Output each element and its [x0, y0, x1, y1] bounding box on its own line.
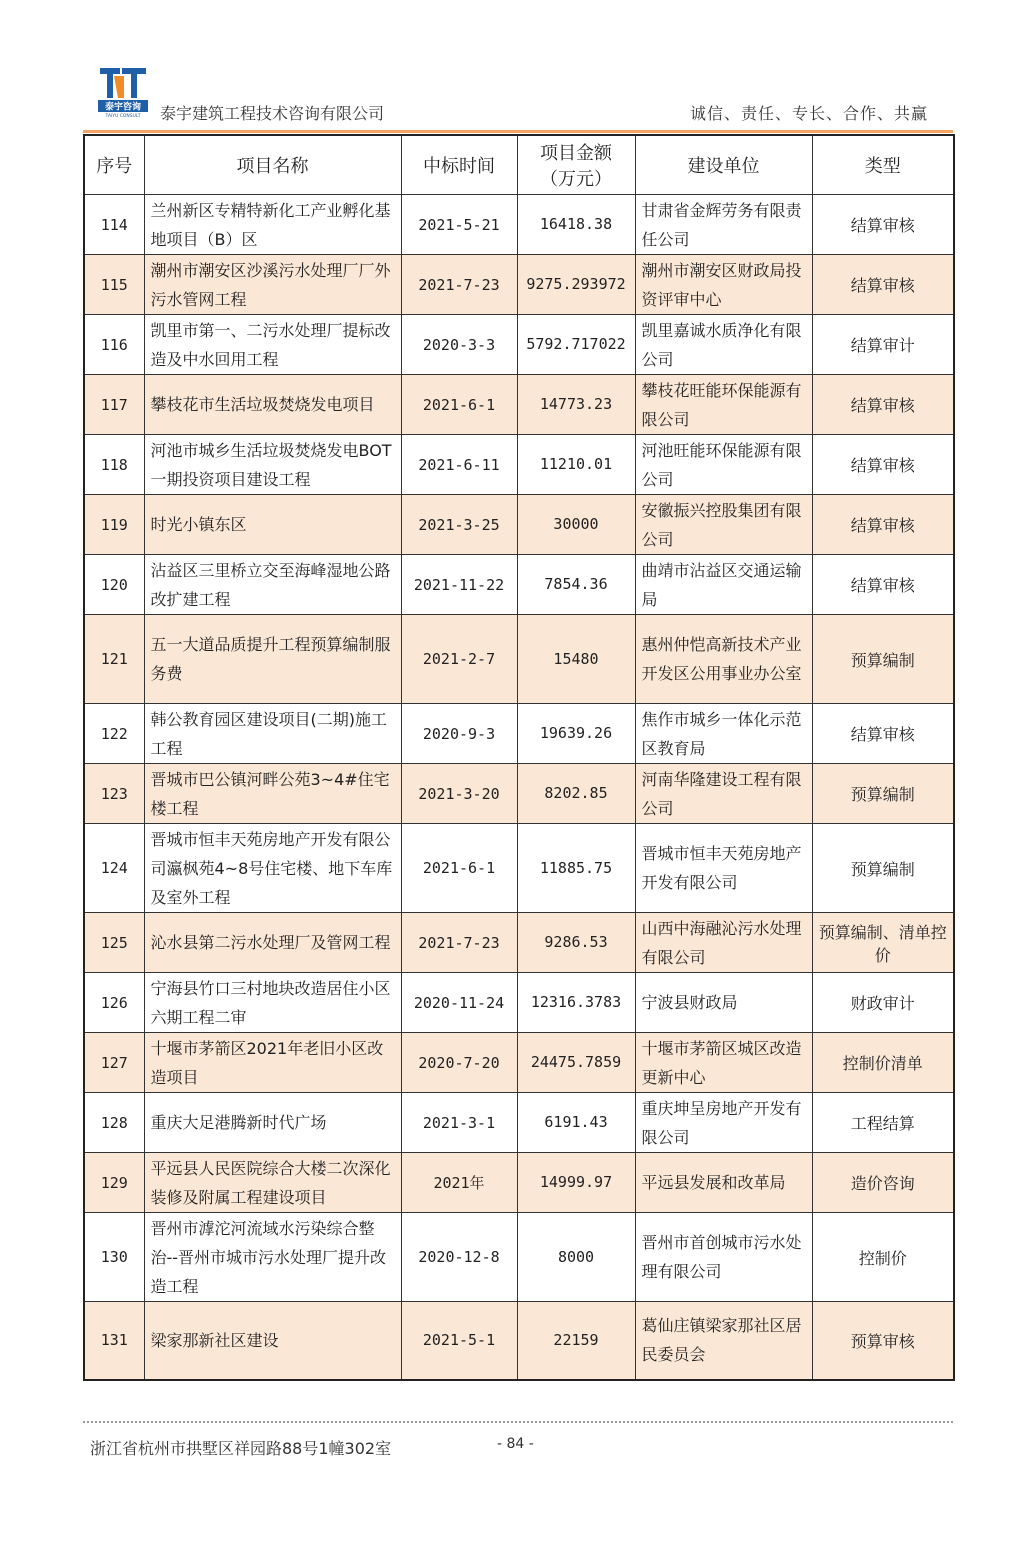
cell-owner: 凯里嘉诚水质净化有限公司 [635, 315, 812, 375]
cell-owner: 山西中海融沁污水处理有限公司 [635, 913, 812, 973]
cell-type: 结算审核 [812, 435, 954, 495]
cell-date: 2021-3-25 [401, 495, 517, 555]
cell-date: 2021年 [401, 1153, 517, 1213]
company-logo [94, 62, 152, 118]
cell-no: 118 [84, 435, 144, 495]
cell-name: 凯里市第一、二污水处理厂提标改造及中水回用工程 [144, 315, 401, 375]
cell-amount: 8000 [517, 1213, 635, 1302]
table-row [84, 1302, 954, 1380]
cell-type: 结算审核 [812, 555, 954, 615]
cell-type: 控制价 [812, 1213, 954, 1302]
cell-no: 114 [84, 195, 144, 255]
cell-name: 攀枝花市生活垃圾焚烧发电项目 [144, 375, 401, 435]
table-row [84, 495, 954, 555]
cell-amount: 9286.53 [517, 913, 635, 973]
table-row [84, 1033, 954, 1093]
cell-date: 2021-6-1 [401, 375, 517, 435]
table-row [84, 315, 954, 375]
cell-amount: 7854.36 [517, 555, 635, 615]
cell-no: 128 [84, 1093, 144, 1153]
cell-date: 2020-11-24 [401, 973, 517, 1033]
cell-owner: 葛仙庄镇梁家那社区居民委员会 [635, 1302, 812, 1380]
cell-type: 工程结算 [812, 1093, 954, 1153]
cell-amount: 14773.23 [517, 375, 635, 435]
cell-type: 结算审核 [812, 375, 954, 435]
cell-owner: 河池旺能环保能源有限公司 [635, 435, 812, 495]
cell-date: 2020-3-3 [401, 315, 517, 375]
footer-divider [83, 1421, 953, 1423]
cell-name: 韩公教育园区建设项目(二期)施工工程 [144, 704, 401, 764]
cell-amount: 11210.01 [517, 435, 635, 495]
cell-amount: 9275.293972 [517, 255, 635, 315]
svg-text:泰宇咨询: 泰宇咨询 [104, 102, 142, 113]
cell-owner: 晋州市首创城市污水处理有限公司 [635, 1213, 812, 1302]
table-row [84, 195, 954, 255]
cell-no: 127 [84, 1033, 144, 1093]
table-row [84, 375, 954, 435]
table-row [84, 1093, 954, 1153]
cell-name: 沾益区三里桥立交至海峰湿地公路改扩建工程 [144, 555, 401, 615]
cell-name: 时光小镇东区 [144, 495, 401, 555]
cell-no: 130 [84, 1213, 144, 1302]
cell-owner: 宁波县财政局 [635, 973, 812, 1033]
cell-date: 2020-9-3 [401, 704, 517, 764]
cell-no: 131 [84, 1302, 144, 1380]
cell-amount: 24475.7859 [517, 1033, 635, 1093]
header-date: 中标时间 [401, 135, 517, 195]
cell-amount: 12316.3783 [517, 973, 635, 1033]
cell-no: 126 [84, 973, 144, 1033]
cell-owner: 惠州仲恺高新技术产业开发区公用事业办公室 [635, 615, 812, 704]
cell-date: 2021-6-1 [401, 824, 517, 913]
cell-amount: 30000 [517, 495, 635, 555]
cell-date: 2021-7-23 [401, 913, 517, 973]
cell-name: 晋城市巴公镇河畔公苑3~4#住宅楼工程 [144, 764, 401, 824]
cell-date: 2021-5-1 [401, 1302, 517, 1380]
cell-name: 河池市城乡生活垃圾焚烧发电BOT一期投资项目建设工程 [144, 435, 401, 495]
cell-owner: 曲靖市沾益区交通运输局 [635, 555, 812, 615]
cell-name: 梁家那新社区建设 [144, 1302, 401, 1380]
table-row [84, 555, 954, 615]
cell-name: 晋城市恒丰天苑房地产开发有限公司瀛枫苑4~8号住宅楼、地下车库及室外工程 [144, 824, 401, 913]
cell-type: 结算审核 [812, 195, 954, 255]
table-row [84, 824, 954, 913]
cell-name: 潮州市潮安区沙溪污水处理厂厂外污水管网工程 [144, 255, 401, 315]
header-no: 序号 [84, 135, 144, 195]
header-divider [83, 130, 953, 133]
table-row [84, 615, 954, 704]
table-row [84, 764, 954, 824]
cell-type: 财政审计 [812, 973, 954, 1033]
cell-name: 五一大道品质提升工程预算编制服务费 [144, 615, 401, 704]
header-type: 类型 [812, 135, 954, 195]
cell-name: 宁海县竹口三村地块改造居住小区六期工程二审 [144, 973, 401, 1033]
cell-name: 十堰市茅箭区2021年老旧小区改造项目 [144, 1033, 401, 1093]
cell-type: 结算审核 [812, 704, 954, 764]
table-row [84, 704, 954, 764]
cell-type: 结算审核 [812, 255, 954, 315]
cell-date: 2021-7-23 [401, 255, 517, 315]
cell-owner: 甘肃省金辉劳务有限责任公司 [635, 195, 812, 255]
cell-name: 兰州新区专精特新化工产业孵化基地项目（B）区 [144, 195, 401, 255]
cell-type: 结算审核 [812, 495, 954, 555]
table-row [84, 1153, 954, 1213]
cell-no: 125 [84, 913, 144, 973]
cell-type: 控制价清单 [812, 1033, 954, 1093]
cell-date: 2020-7-20 [401, 1033, 517, 1093]
cell-name: 重庆大足港腾新时代广场 [144, 1093, 401, 1153]
cell-no: 121 [84, 615, 144, 704]
cell-date: 2021-6-11 [401, 435, 517, 495]
cell-owner: 十堰市茅箭区城区改造更新中心 [635, 1033, 812, 1093]
company-address: 浙江省杭州市拱墅区祥园路88号1幢302室 [90, 1439, 392, 1458]
cell-amount: 8202.85 [517, 764, 635, 824]
cell-no: 120 [84, 555, 144, 615]
cell-type: 预算编制、清单控价 [812, 913, 954, 973]
project-table [83, 134, 955, 1381]
table-row [84, 1213, 954, 1302]
cell-owner: 晋城市恒丰天苑房地产开发有限公司 [635, 824, 812, 913]
cell-date: 2021-5-21 [401, 195, 517, 255]
cell-type: 造价咨询 [812, 1153, 954, 1213]
table-row [84, 255, 954, 315]
cell-name: 平远县人民医院综合大楼二次深化装修及附属工程建设项目 [144, 1153, 401, 1213]
cell-owner: 攀枝花旺能环保能源有限公司 [635, 375, 812, 435]
company-name: 泰宇建筑工程技术咨询有限公司 [160, 104, 385, 123]
cell-date: 2021-3-20 [401, 764, 517, 824]
cell-owner: 平远县发展和改革局 [635, 1153, 812, 1213]
table-row [84, 435, 954, 495]
header-owner: 建设单位 [635, 135, 812, 195]
cell-amount: 11885.75 [517, 824, 635, 913]
cell-type: 预算编制 [812, 615, 954, 704]
cell-owner: 安徽振兴控股集团有限公司 [635, 495, 812, 555]
cell-type: 预算编制 [812, 764, 954, 824]
cell-name: 晋州市滹沱河流域水污染综合整治--晋州市城市污水处理厂提升改造工程 [144, 1213, 401, 1302]
cell-no: 129 [84, 1153, 144, 1213]
cell-date: 2021-11-22 [401, 555, 517, 615]
cell-name: 沁水县第二污水处理厂及管网工程 [144, 913, 401, 973]
cell-date: 2021-3-1 [401, 1093, 517, 1153]
cell-amount: 19639.26 [517, 704, 635, 764]
cell-owner: 河南华隆建设工程有限公司 [635, 764, 812, 824]
cell-amount: 6191.43 [517, 1093, 635, 1153]
cell-type: 预算审核 [812, 1302, 954, 1380]
cell-no: 115 [84, 255, 144, 315]
cell-type: 结算审计 [812, 315, 954, 375]
cell-date: 2021-2-7 [401, 615, 517, 704]
cell-no: 117 [84, 375, 144, 435]
header-amount: 项目金额（万元） [517, 135, 635, 195]
cell-amount: 22159 [517, 1302, 635, 1380]
cell-owner: 重庆坤呈房地产开发有限公司 [635, 1093, 812, 1153]
cell-no: 122 [84, 704, 144, 764]
company-slogan: 诚信、责任、专长、合作、共赢 [689, 104, 928, 123]
cell-no: 119 [84, 495, 144, 555]
table-row [84, 913, 954, 973]
cell-owner: 焦作市城乡一体化示范区教育局 [635, 704, 812, 764]
page-number: - 84 - [497, 1436, 534, 1452]
cell-amount: 15480 [517, 615, 635, 704]
cell-amount: 16418.38 [517, 195, 635, 255]
cell-amount: 5792.717022 [517, 315, 635, 375]
cell-no: 116 [84, 315, 144, 375]
cell-type: 预算编制 [812, 824, 954, 913]
table-header-row [84, 135, 954, 195]
cell-date: 2020-12-8 [401, 1213, 517, 1302]
cell-no: 123 [84, 764, 144, 824]
header-name: 项目名称 [144, 135, 401, 195]
svg-text:TAIYU CONSULT: TAIYU CONSULT [105, 114, 141, 118]
cell-owner: 潮州市潮安区财政局投资评审中心 [635, 255, 812, 315]
table-row [84, 973, 954, 1033]
cell-no: 124 [84, 824, 144, 913]
cell-amount: 14999.97 [517, 1153, 635, 1213]
